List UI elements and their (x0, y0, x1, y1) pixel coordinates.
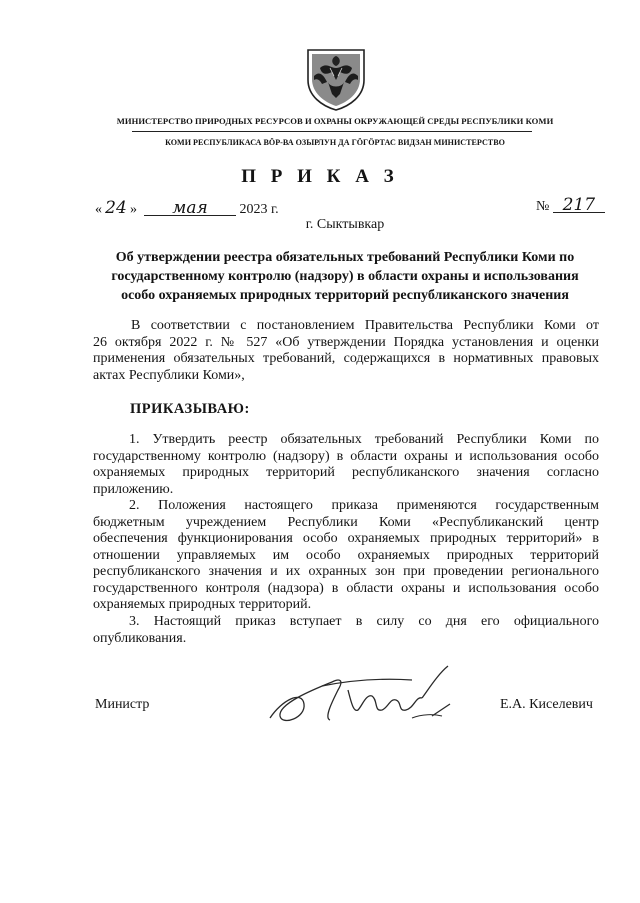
preamble-line: применения обязательных требований, содержащихся в нормативных правовых (93, 351, 599, 366)
item-2-paragraph (93, 498, 599, 614)
document-city: г. Сыктывкар (305, 217, 385, 232)
document-number (536, 195, 605, 215)
heading-line: государственному контролю (надзору) в области охраны и использования (111, 269, 579, 284)
ministry-name-komi: КОМИ РЕСПУБЛИКАСА ВӦР-ВА ОЗЫРЛУН ДА ГӦГӦРТАС ВИДЗАН МИНИСТЕРСТВО (165, 138, 505, 147)
preamble-line: 26 октября 2022 г. № 527 «Об утверждении Порядка установления и оценки (93, 334, 599, 350)
item-line: республиканского значения и их охранных зон при проведении регионального (93, 564, 599, 579)
date-year: 2023 г. (239, 202, 279, 217)
signer-role: Министр (95, 697, 150, 712)
header-divider (132, 131, 532, 132)
document-title: П Р И К А З (241, 166, 399, 187)
signer-name: Е.А. Киселевич (500, 697, 593, 712)
item-line: охраняемых природных территорий республиканского значения согласно (93, 465, 599, 480)
item-line: 2. Положения настоящего приказа применяются государственным (129, 498, 599, 513)
item-3-paragraph (93, 614, 599, 647)
item-1-paragraph (93, 432, 599, 498)
item-line: государственного контроля (надзора) в области охраны и использования особо (93, 580, 599, 596)
document-heading (90, 248, 600, 305)
preamble-line: актах Республики Коми», (93, 367, 245, 383)
preamble-paragraph (93, 318, 599, 384)
item-line: бюджетным учреждением Республики Коми «Республиканский центр (93, 514, 599, 530)
date-open-quote: « (95, 202, 102, 217)
item-line: охраняемых природных территорий. (93, 597, 312, 612)
date-month: мая (144, 201, 236, 216)
number-prefix: № (536, 199, 550, 214)
coat-of-arms-emblem (300, 46, 372, 112)
heading-line: особо охраняемых природных территорий республиканского значения (121, 288, 569, 303)
ministry-name-ru: МИНИСТЕРСТВО ПРИРОДНЫХ РЕСУРСОВ И ОХРАНЫ ОКРУЖАЮЩЕЙ СРЕДЫ РЕСПУБЛИКИ КОМИ (116, 116, 554, 126)
heading-line: Об утверждении реестра обязательных требований Республики Коми по (115, 250, 575, 265)
date-close-quote: » (130, 202, 137, 217)
date-day: 24 (105, 198, 127, 218)
item-line: 1. Утвердить реестр обязательных требований Республики Коми по (129, 432, 599, 447)
document-date (95, 198, 279, 218)
item-line: государственному контролю (надзору) в области охраны и использования особо (93, 448, 599, 464)
preamble-line: В соответствии с постановлением Правительства Республики Коми от (131, 318, 599, 333)
item-line: 3. Настоящий приказ вступает в силу со дня его официального (129, 614, 599, 629)
item-line: обеспечения функционирования особо охраняемых природных территорий» в (93, 531, 599, 546)
handwritten-signature (262, 660, 467, 730)
item-line: приложению. (93, 481, 174, 497)
komi-coat-of-arms-icon (300, 46, 372, 112)
number-value: 217 (553, 198, 605, 213)
item-line: опубликования. (93, 630, 187, 646)
item-line: отношении управляемых им особо охраняемых природных территорий (93, 547, 599, 563)
order-word: ПРИКАЗЫВАЮ: (130, 401, 250, 417)
